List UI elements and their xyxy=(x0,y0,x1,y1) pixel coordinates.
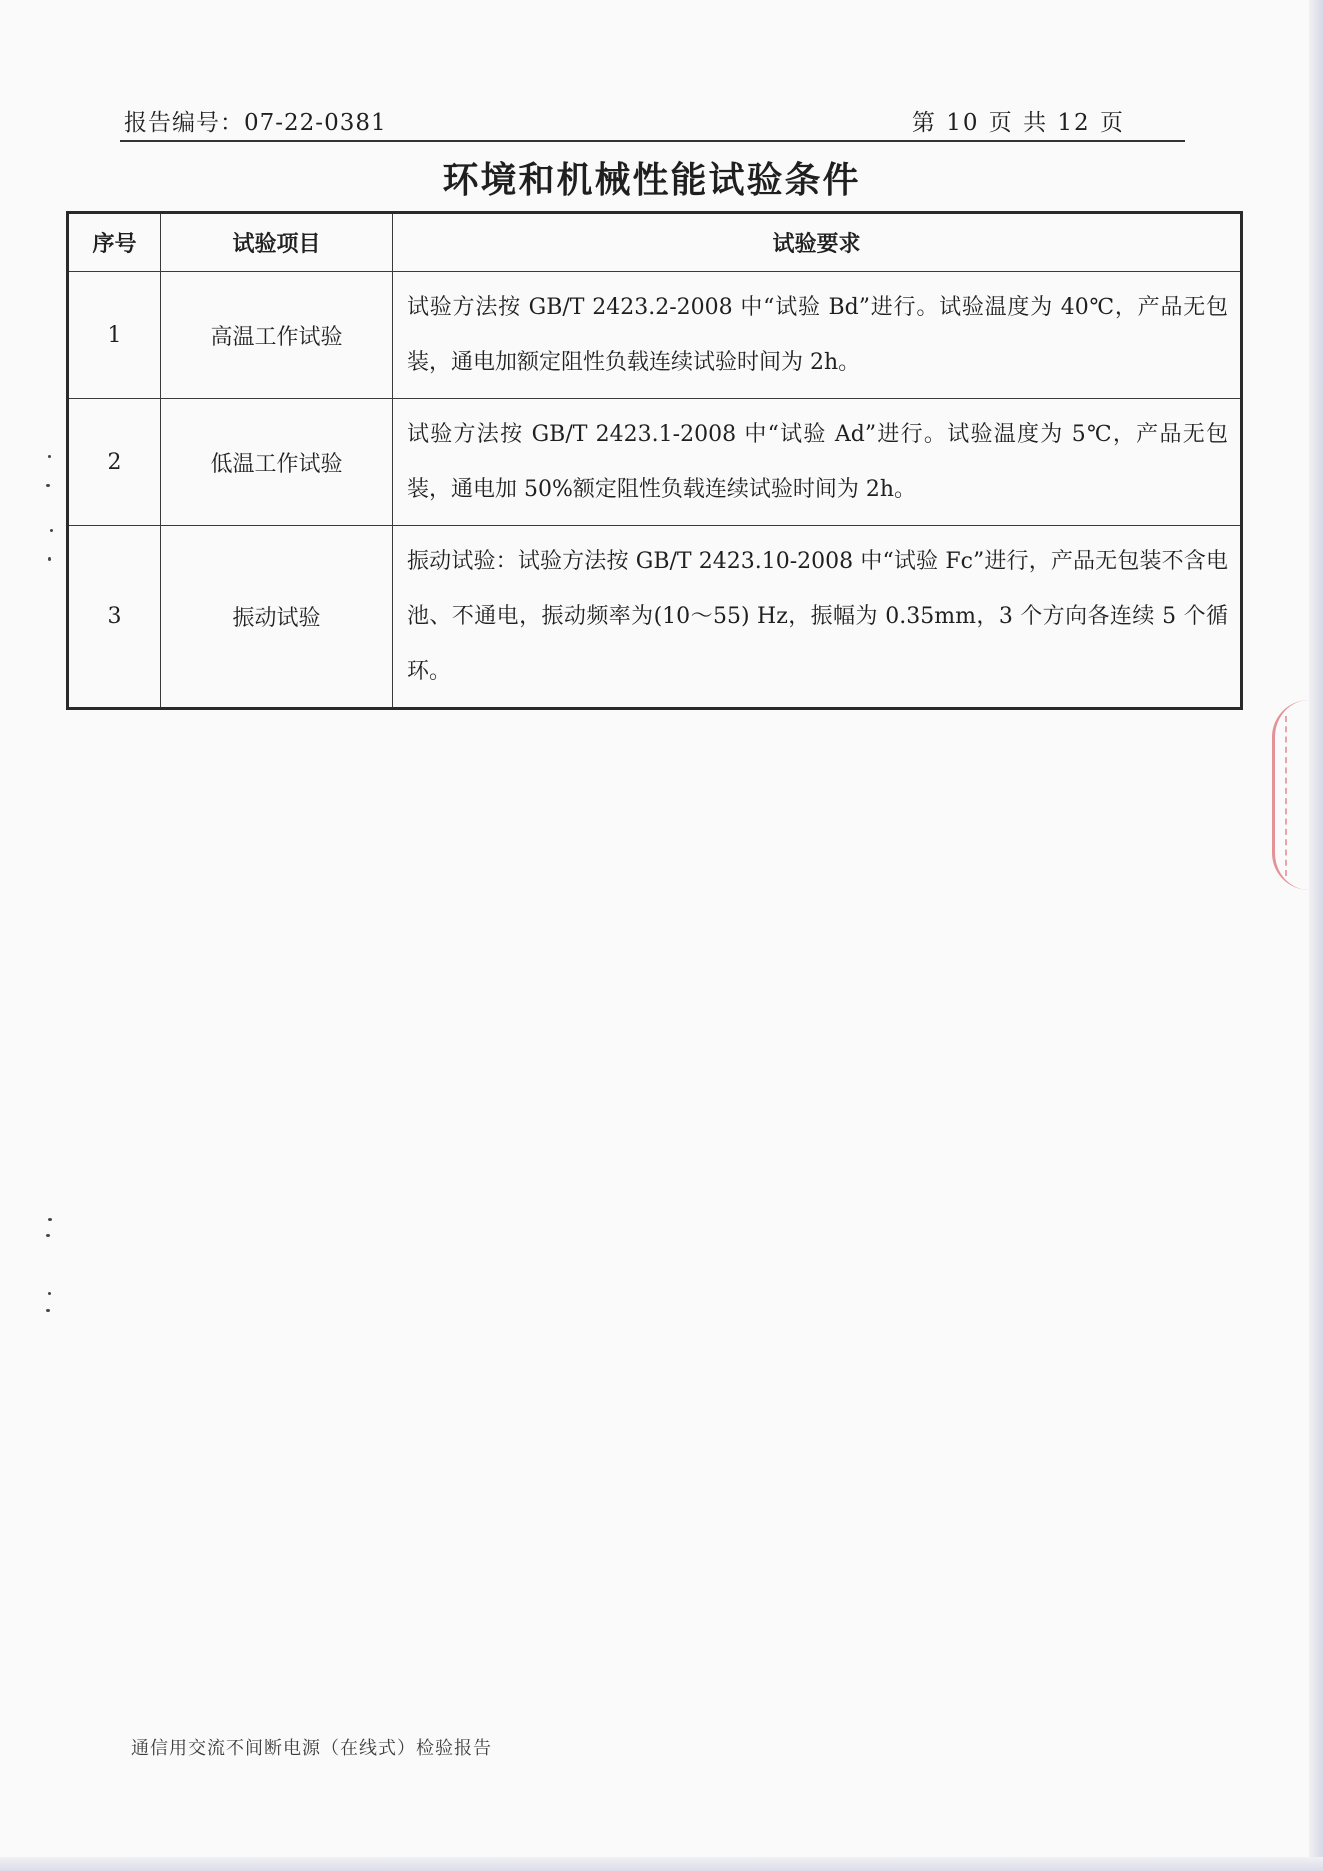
column-header-no: 序号 xyxy=(68,213,161,272)
test-item: 低温工作试验 xyxy=(161,399,393,526)
table-row xyxy=(68,272,1242,399)
test-item: 振动试验 xyxy=(161,526,393,709)
row-number: 2 xyxy=(68,399,161,526)
test-requirement: 试验方法按 GB/T 2423.1-2008 中“试验 Ad”进行。试验温度为 5℃，产品无包装，通电加 50%额定阻性负载连续试验时间为 2h。 xyxy=(393,399,1242,526)
test-requirement: 振动试验：试验方法按 GB/T 2423.10-2008 中“试验 Fc”进行，产品无包装不含电池、不通电，振动频率为(10～55) Hz，振幅为 0.35mm，3 个方向各连续 5 个循环。 xyxy=(393,526,1242,709)
scan-right-edge xyxy=(1309,0,1323,1871)
page-number: 第 10 页 共 12 页 xyxy=(911,110,1125,136)
test-conditions-table xyxy=(66,211,1243,710)
page-footer: 通信用交流不间断电源（在线式）检验报告 xyxy=(131,1738,492,1759)
row-number: 1 xyxy=(68,272,161,399)
test-requirement: 试验方法按 GB/T 2423.2-2008 中“试验 Bd”进行。试验温度为 40℃，产品无包装，通电加额定阻性负载连续试验时间为 2h。 xyxy=(393,272,1242,399)
table-header-row xyxy=(68,213,1242,272)
test-item: 高温工作试验 xyxy=(161,272,393,399)
scan-bottom-edge xyxy=(0,1857,1323,1871)
report-number: 报告编号：07-22-0381 xyxy=(124,110,387,136)
column-header-requirement: 试验要求 xyxy=(393,213,1242,272)
column-header-item: 试验项目 xyxy=(161,213,393,272)
page-title: 环境和机械性能试验条件 xyxy=(442,160,861,201)
page-header xyxy=(120,104,1185,142)
seal-stamp-inner-ring xyxy=(1285,716,1307,876)
row-number: 3 xyxy=(68,526,161,709)
table-row xyxy=(68,399,1242,526)
table-row xyxy=(68,526,1242,709)
